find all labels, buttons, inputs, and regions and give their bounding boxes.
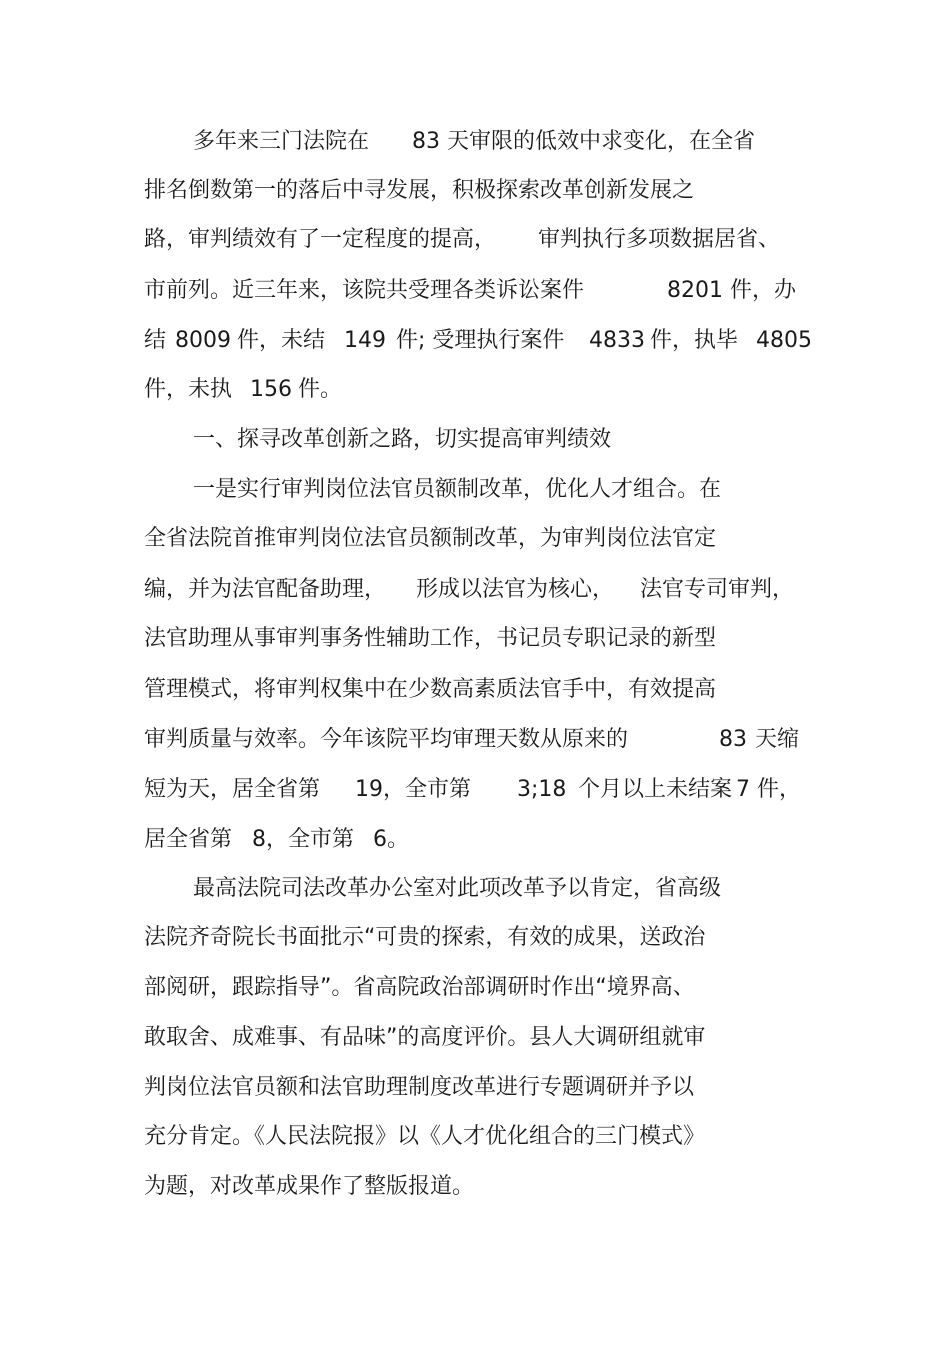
line-segment: 件; 受理执行案件 <box>396 328 565 353</box>
line-segment: 件，办 <box>730 278 797 303</box>
line-segment: 83 <box>412 129 440 154</box>
line-segment: 为题，对改革成果作了整版报道。 <box>144 1174 475 1199</box>
line-segment: 结 <box>144 328 167 353</box>
line-segment: 路，审判绩效有了一定程度的提高， <box>144 227 497 252</box>
line-segment: 件。 <box>298 377 343 402</box>
line-segment: 19，全市第 <box>355 777 471 802</box>
line-segment: 4833 <box>589 328 645 353</box>
line-segment: 3;18 <box>517 777 567 802</box>
line-segment: 审判质量与效率。今年该院平均审理天数从原来的 <box>144 727 629 752</box>
text-line-9 <box>0 519 950 559</box>
line-segment: 天审限的低效中求变化，在全省 <box>447 129 756 154</box>
text-line-13 <box>0 720 950 760</box>
text-line-14 <box>0 770 950 810</box>
line-segment: 形成以法官为核心， <box>416 577 615 602</box>
text-line-21 <box>0 1117 950 1157</box>
text-line-18 <box>0 968 950 1008</box>
line-segment: 充分肯定。《人民法院报》以《人才优化组合的三门模式》 <box>144 1124 706 1149</box>
line-segment: 8009 <box>175 328 231 353</box>
text-line-1 <box>0 122 950 162</box>
text-line-5 <box>0 321 950 361</box>
line-segment: 短为天，居全省第 <box>144 777 321 802</box>
line-segment: 件，未执 <box>144 377 233 402</box>
line-segment: 83 <box>719 727 747 752</box>
line-segment: 全省法院首推审判岗位法官员额制改革，为审判岗位法官定 <box>144 526 717 551</box>
line-segment: 市前列。近三年来，该院共受理各类诉讼案件 <box>144 278 585 303</box>
line-segment: 编，并为法官配备助理， <box>144 577 387 602</box>
line-segment: 7 <box>736 777 750 802</box>
line-segment: 6。 <box>373 827 409 852</box>
text-line-22 <box>0 1167 950 1207</box>
line-segment: 判岗位法官员额和法官助理制度改革进行专题调研并予以 <box>144 1075 695 1100</box>
line-segment: 156 <box>250 377 292 402</box>
text-line-8 <box>0 470 950 510</box>
line-segment: 法官助理从事审判事务性辅助工作，书记员专职记录的新型 <box>144 626 717 651</box>
line-segment: 一是实行审判岗位法官员额制改革，优化人才组合。在 <box>193 477 722 502</box>
text-line-2 <box>0 171 950 211</box>
text-line-4 <box>0 271 950 311</box>
text-line-20 <box>0 1068 950 1108</box>
line-segment: 法官专司审判， <box>640 577 795 602</box>
line-segment: 管理模式，将审判权集中在少数高素质法官手中，有效提高 <box>144 677 717 702</box>
text-line-17 <box>0 918 950 958</box>
line-segment: 敢取舍、成难事、有品味”的高度评价。县人大调研组就审 <box>144 1025 706 1050</box>
text-line-19 <box>0 1018 950 1058</box>
line-segment: 天缩 <box>755 727 800 752</box>
line-segment: 最高法院司法改革办公室对此项改革予以肯定，省高级 <box>193 876 722 901</box>
line-segment: 一、探寻改革创新之路，切实提高审判绩效 <box>193 427 612 452</box>
text-line-11 <box>0 619 950 659</box>
line-segment: 149 <box>344 328 386 353</box>
line-segment: 8201 <box>667 278 723 303</box>
line-segment: 多年来三门法院在 <box>193 129 370 154</box>
text-line-10 <box>0 570 950 610</box>
text-line-16 <box>0 869 950 909</box>
text-line-15 <box>0 820 950 860</box>
line-segment: 法院齐奇院长书面批示“可贵的探索，有效的成果，送政治 <box>144 925 706 950</box>
line-segment: 个月以上未结案 <box>578 777 733 802</box>
line-segment: 8，全市第 <box>252 827 354 852</box>
line-segment: 件，执毕 <box>650 328 739 353</box>
line-segment: 排名倒数第一的落后中寻发展，积极探索改革创新发展之 <box>144 178 695 203</box>
line-segment: 4805 <box>756 328 812 353</box>
line-segment: 件，未结 <box>237 328 326 353</box>
section-heading <box>0 420 950 460</box>
text-line-3 <box>0 220 950 260</box>
line-segment: 部阅研，跟踪指导”。省高院政治部调研时作出“境界高、 <box>144 975 695 1000</box>
line-segment: 件， <box>757 777 802 802</box>
text-line-6 <box>0 370 950 410</box>
line-segment: 居全省第 <box>144 827 233 852</box>
line-segment: 审判执行多项数据居省、 <box>538 227 781 252</box>
text-line-12 <box>0 670 950 710</box>
